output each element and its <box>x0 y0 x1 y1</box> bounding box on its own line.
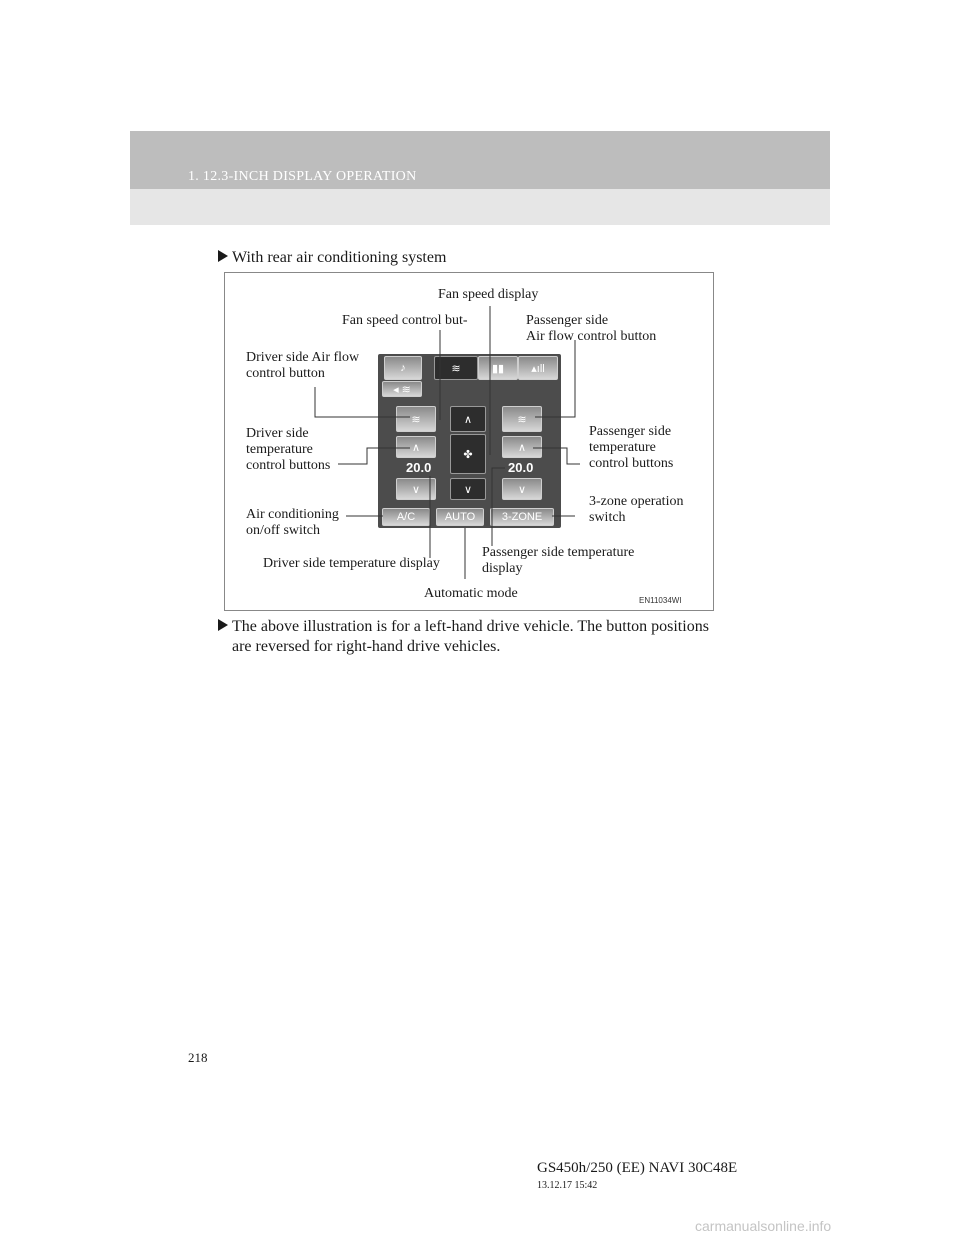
label-three-zone-2: switch <box>589 510 626 525</box>
bullet-arrow-icon <box>218 619 228 631</box>
passenger-temp-display: 20.0 <box>508 460 534 475</box>
label-ac-2: on/off switch <box>246 523 321 538</box>
driver-temp-up-button: ∧ <box>396 436 436 458</box>
bullet-rear-ac <box>218 248 446 268</box>
note-line-1: The above illustration is for a left-hand drive vehicle. The button positions <box>232 618 709 635</box>
footer-model: GS450h/250 (EE) NAVI 30C48E <box>537 1160 738 1176</box>
section-title: 1. 12.3-INCH DISPLAY OPERATION <box>188 169 417 184</box>
status-tab-icon: ▴ıll <box>518 356 558 380</box>
music-tab-icon: ♪ <box>384 356 422 380</box>
label-three-zone-1: 3-zone operation <box>589 494 684 509</box>
label-passenger-temp-1: Passenger side <box>589 424 672 439</box>
label-passenger-temp-2: temperature <box>589 440 656 455</box>
label-passenger-temp-display-1: Passenger side temperature <box>482 545 635 560</box>
passenger-temp-up-button: ∧ <box>502 436 542 458</box>
auto-button: AUTO <box>436 508 484 526</box>
driver-temp-display: 20.0 <box>406 460 432 475</box>
label-passenger-temp-display-2: display <box>482 561 523 576</box>
passenger-airflow-button: ≋ <box>502 406 542 432</box>
driver-temp-down-button: ∨ <box>396 478 436 500</box>
climate-tab-icon: ≋ <box>434 356 478 380</box>
driver-airflow-button: ≋ <box>396 406 436 432</box>
label-driver-airflow-1: Driver side Air flow <box>246 350 360 365</box>
watermark: carmanualsonline.info <box>695 1218 832 1234</box>
label-driver-temp-display: Driver side temperature display <box>263 556 440 571</box>
note-paragraph <box>218 617 758 657</box>
bullet-arrow-icon <box>218 250 228 262</box>
label-fan-speed-display: Fan speed display <box>438 287 539 302</box>
label-passenger-airflow-2: Air flow control button <box>526 329 657 344</box>
fan-up-button: ∧ <box>450 406 486 432</box>
note-line-2: are reversed for right-hand drive vehicles. <box>232 638 501 655</box>
header-subband <box>130 189 830 225</box>
fan-speed-display: ✤ <box>450 434 486 474</box>
fan-down-button: ∨ <box>450 478 486 500</box>
figure-code: EN11034WI <box>639 596 682 605</box>
three-zone-button: 3-ZONE <box>490 508 554 526</box>
bullet-text: With rear air conditioning system <box>232 249 447 266</box>
label-driver-airflow-2: control button <box>246 366 325 381</box>
ac-button: A/C <box>382 508 430 526</box>
climate-screen <box>378 354 561 528</box>
energy-tab-icon: ▮▮ <box>478 356 518 380</box>
rear-airflow-button: ◂ ≋ <box>382 381 422 397</box>
label-passenger-airflow-1: Passenger side <box>526 313 609 328</box>
passenger-temp-down-button: ∨ <box>502 478 542 500</box>
label-driver-temp-3: control buttons <box>246 458 331 473</box>
label-ac-1: Air conditioning <box>246 507 339 522</box>
label-fan-speed-control: Fan speed control but- <box>342 313 468 328</box>
page-number: 218 <box>188 1050 208 1065</box>
label-driver-temp-1: Driver side <box>246 426 309 441</box>
label-automatic-mode: Automatic mode <box>424 586 518 601</box>
footer-timestamp: 13.12.17 15:42 <box>537 1180 598 1191</box>
label-driver-temp-2: temperature <box>246 442 313 457</box>
label-passenger-temp-3: control buttons <box>589 456 674 471</box>
